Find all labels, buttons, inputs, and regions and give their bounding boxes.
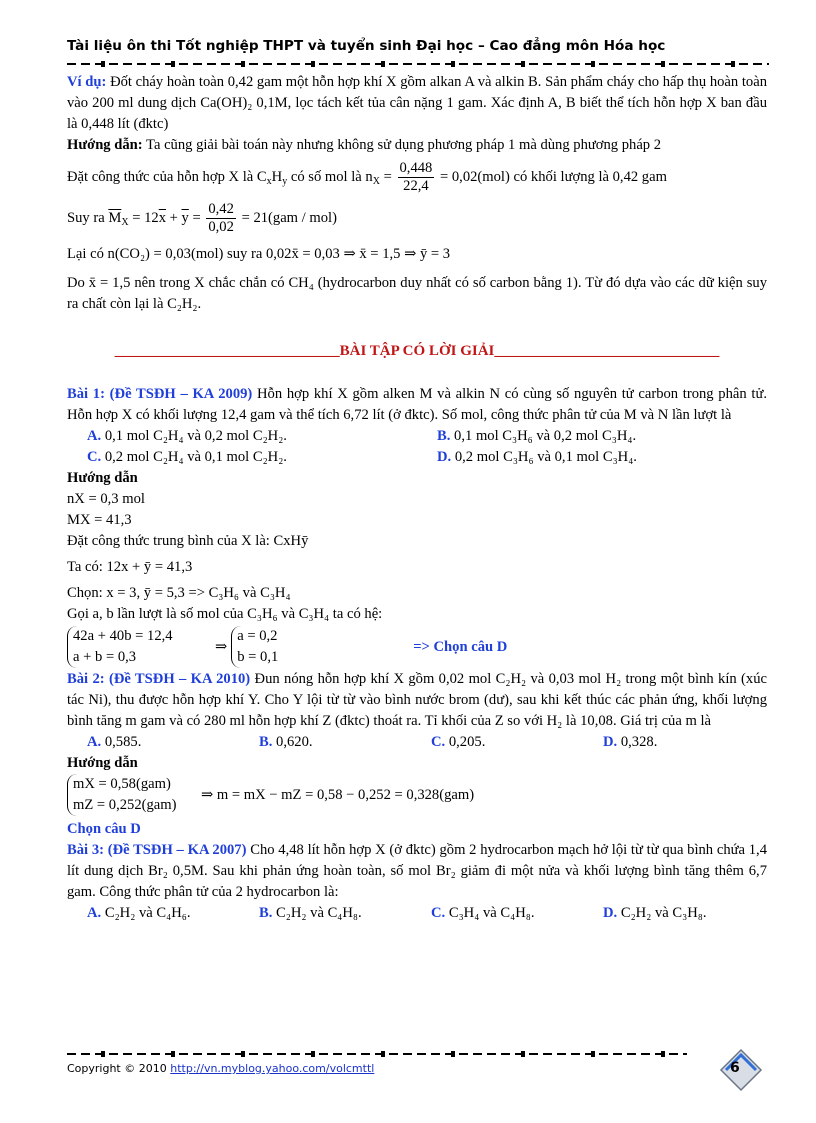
option-key: A.	[87, 428, 102, 444]
bai2-option-b[interactable]	[259, 732, 431, 753]
bai1-line2: MX = 41,3	[67, 512, 132, 528]
frac2-result: = 21(gam / mol)	[241, 209, 337, 226]
option-text: 0,328.	[620, 734, 658, 750]
line1-post: có khối lượng là 0,42 gam	[513, 168, 667, 185]
bai3-option-a[interactable]	[87, 903, 259, 924]
bai1-text: Hỗn hợp khí X gồm alken M và alkin N có cùng số nguyên tử carbon trong phân tử. Hỗn hợp X có khối lượng 12,4 gam và thể tích 6,72 lít (ở đktc). Số mol, công thức phân tử của M và N lần lượt là	[67, 386, 767, 423]
bai1-line5: Chọn: x = 3, ȳ = 5,3 => C₃H₆ và C₃H₄	[67, 585, 291, 601]
bai1-answer: => Chọn câu D	[413, 638, 508, 655]
bai2-sysa: mX = 0,58(gam)	[73, 776, 171, 792]
bai1-option-c[interactable]	[87, 447, 437, 468]
bai1-line4: Ta có: 12x + ȳ = 41,3	[67, 559, 193, 575]
bai3-option-b[interactable]	[259, 903, 431, 924]
footer	[67, 1062, 374, 1075]
example-guide	[67, 135, 767, 156]
footer-link[interactable]: http://vn.myblog.yahoo.com/volcmttl	[170, 1062, 375, 1075]
system-left	[67, 626, 211, 668]
bai3-options	[67, 903, 767, 924]
option-text: 0,1 mol C₂H₄ và 0,2 mol C₂H₂.	[104, 428, 287, 444]
bai2-system-left	[67, 774, 199, 816]
bai3-label: Bài 3: (Đề TSĐH – KA 2007)	[67, 842, 247, 858]
bai1-guide-label: Hướng dẫn	[67, 470, 138, 486]
sys1a: 42a + 40b = 12,4	[73, 628, 173, 644]
header-dash-divider	[67, 60, 769, 68]
option-text: C₃H₄ và C₄H₈.	[448, 905, 535, 921]
example-guide-text: Ta cũng giải bài toán này nhưng không sử dụng phương pháp 1 mà dùng phương pháp 2	[146, 137, 662, 153]
option-text: C₂H₂ và C₄H₈.	[276, 905, 362, 921]
bai2-text: Đun nóng hỗn hợp khí X gồm 0,02 mol C₂H₂ và 0,03 mol H₂ trong một bình kín (xúc tác Ni), thu được hỗn hợp khí Y. Cho Y lội từ từ vào bình nước brom (dư), sau khi kết thúc các phản ứng, khối lượng bình tăng m gam và có 280 ml hỗn hợp khí Z (đktc) thoát ra. Tỉ khối của Z so với H₂ là 10,08. Giá trị của m là	[67, 671, 767, 729]
bai1-system: 42a + 40b = 12,4 a + b = 0,3 ⇒ a = 0,2 b = 0,1 => Chọn câu D	[67, 626, 767, 668]
bai1-question	[67, 384, 767, 426]
option-key: D.	[603, 734, 618, 750]
frac1-result: = 0,02(mol)	[440, 168, 510, 185]
bai1-option-b[interactable]	[437, 426, 787, 447]
frac2-den: 0,02	[208, 219, 234, 235]
bai1-option-d[interactable]	[437, 447, 787, 468]
option-key: C.	[431, 734, 446, 750]
sys2a: a = 0,2	[237, 628, 278, 644]
option-key: C.	[87, 449, 102, 465]
bai2-result: ⇒ m = mX − mZ = 0,58 − 0,252 = 0,328(gam)	[201, 786, 475, 803]
fraction-mass	[206, 201, 236, 236]
bai2-options	[67, 732, 767, 753]
example-line1: Đặt công thức của hỗn hợp X là $C_xH_y$ có số mol là $n_X$ = $\frac{0,448}{22,4}$ = 0,02(mol) có khối lượng là 0,42 gam	[67, 160, 667, 194]
frac1-den: 22,4	[403, 178, 429, 194]
bai2-answer: Chọn câu D	[67, 821, 141, 837]
example-paragraph	[67, 72, 767, 135]
bai3-text: Cho 4,48 lít hỗn hợp X (ở đktc) gồm 2 hydrocarbon mạch hở lội từ từ qua bình chứa 1,4 lít dung dịch Br₂ 0,5M. Sau khi phản ứng hoàn toàn, số mol Br₂ giảm đi một nửa và khối lượng bình tăng thêm 6,7 gam. Công thức phân tử của 2 hydrocarbon là:	[67, 842, 767, 900]
bai1-line3: Đặt công thức trung bình của X là: CxHȳ	[67, 533, 309, 549]
section-title: ______________________________BÀI TẬP CÓ LỜI GIẢI______________________________	[114, 343, 720, 359]
option-text: C₂H₂ và C₄H₆.	[104, 905, 191, 921]
example-line2: Suy ra $\overline{M}_X = 12\overline{x} + \overline{y}$ = $\frac{0,42}{0,02}$ = 21(gam / mol)	[67, 201, 337, 235]
option-text: 0,1 mol C₃H₆ và 0,2 mol C₃H₄.	[454, 428, 637, 444]
example-guide-label: Hướng dẫn:	[67, 137, 143, 153]
bai1-options	[67, 426, 767, 468]
page-number: 6	[730, 1060, 740, 1076]
section-title-text: BÀI TẬP CÓ LỜI GIẢI	[339, 343, 495, 359]
page-header-title: Tài liệu ôn thi Tốt nghiệp THPT và tuyển sinh Đại học – Cao đẳng môn Hóa học	[67, 38, 666, 54]
option-text: 0,2 mol C₃H₆ và 0,1 mol C₃H₄.	[454, 449, 637, 465]
footer-copyright: Copyright © 2010	[67, 1062, 167, 1075]
example-label: Ví dụ:	[67, 74, 107, 90]
bai3-option-c[interactable]	[431, 903, 603, 924]
line1-mid: có số mol là	[290, 168, 362, 185]
option-key: B.	[437, 428, 451, 444]
bai2-option-d[interactable]	[603, 732, 775, 753]
option-text: 0,585.	[104, 734, 142, 750]
sys2b: b = 0,1	[237, 649, 279, 665]
bai1-option-a[interactable]	[87, 426, 437, 447]
option-key: B.	[259, 905, 273, 921]
document-body	[67, 72, 767, 924]
example-line3: Lại có n(CO₂) = 0,03(mol) suy ra 0,02x̄ = 0,03 ⇒ x̄ = 1,5 ⇒ ȳ = 3	[67, 246, 451, 262]
option-text: 0,205.	[448, 734, 486, 750]
option-key: A.	[87, 905, 102, 921]
frac2-num: 0,42	[208, 201, 234, 217]
line1-pre: Đặt công thức của hỗn hợp X là	[67, 168, 254, 185]
frac1-num: 0,448	[399, 160, 433, 176]
option-text: 0,2 mol C₂H₄ và 0,1 mol C₂H₂.	[104, 449, 287, 465]
option-text: C₂H₂ và C₃H₈.	[620, 905, 707, 921]
bai2-option-c[interactable]	[431, 732, 603, 753]
footer-dash-divider	[67, 1050, 687, 1058]
example-line4: Do x̄ = 1,5 nên trong X chắc chắn có CH₄ (hydrocarbon duy nhất có số carbon bằng 1). Từ đó dựa vào các dữ kiện suy ra chất còn lại là C₂H₂.	[67, 275, 767, 312]
bai2-guide-label: Hướng dẫn	[67, 755, 138, 771]
bai2-question	[67, 669, 767, 732]
bai1-line1: nX = 0,3 mol	[67, 491, 145, 507]
bai3-option-d[interactable]	[603, 903, 775, 924]
option-key: C.	[431, 905, 446, 921]
system-right	[231, 626, 387, 668]
bai3-question	[67, 840, 767, 903]
bai2-label: Bài 2: (Đề TSĐH – KA 2010)	[67, 671, 251, 687]
option-key: B.	[259, 734, 273, 750]
bai2-system	[67, 774, 767, 816]
bai2-option-a[interactable]	[87, 732, 259, 753]
bai1-line6: Gọi a, b lần lượt là số mol của C₃H₆ và C₃H₄ ta có hệ:	[67, 606, 383, 622]
bai1-label: Bài 1: (Đề TSĐH – KA 2009)	[67, 386, 253, 402]
sys1b: a + b = 0,3	[73, 649, 137, 665]
line2-pre: Suy ra	[67, 209, 105, 226]
option-key: D.	[437, 449, 452, 465]
fraction-mol	[398, 160, 435, 195]
option-text: 0,620.	[276, 734, 313, 750]
example-text: Đốt cháy hoàn toàn 0,42 gam một hỗn hợp khí X gồm alkan A và alkin B. Sản phẩm cháy cho hấp thụ hoàn toàn vào 200 ml dung dịch Ca(OH)₂ 0,1M, lọc tách kết tủa cân nặng 1 gam. Xác định A, B biết thể tích hỗn hợp X ban đầu là 0,448 lít (đktc)	[67, 74, 767, 132]
option-key: A.	[87, 734, 102, 750]
bai2-sysb: mZ = 0,252(gam)	[73, 797, 177, 813]
page-number-icon	[718, 1048, 764, 1092]
option-key: D.	[603, 905, 618, 921]
